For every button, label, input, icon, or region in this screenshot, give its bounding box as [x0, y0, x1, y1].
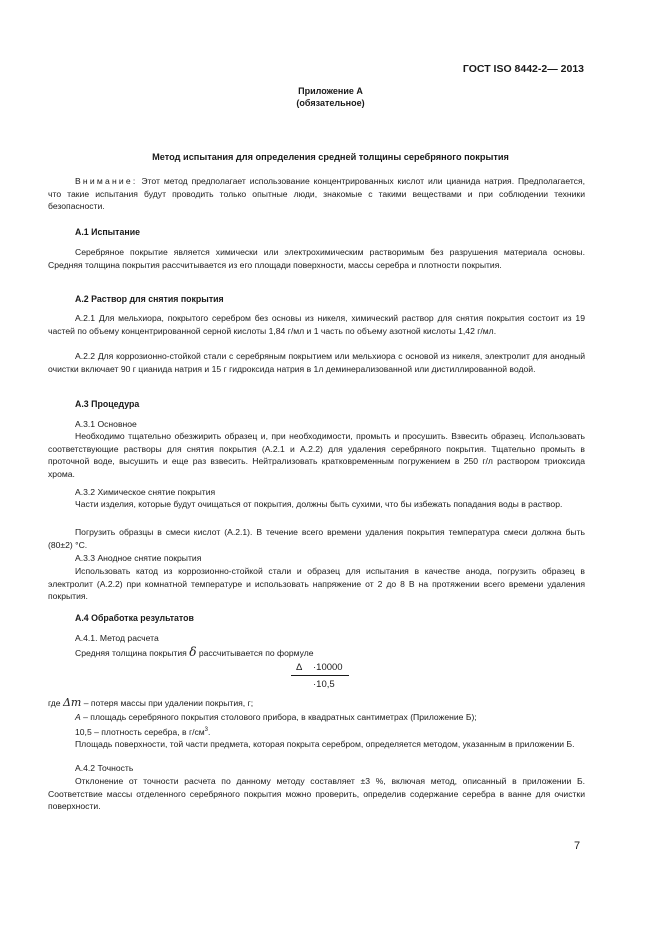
a3-1-subheading: А.3.1 Основное: [75, 419, 137, 429]
page-number: 7: [574, 840, 581, 852]
warning-word: Внимание:: [75, 176, 138, 186]
heading-a2: А.2 Раствор для снятия покрытия: [75, 294, 224, 304]
formula-denominator: ·10,5: [313, 679, 335, 690]
heading-a3: А.3 Процедура: [75, 399, 140, 409]
where-line-3: [48, 724, 585, 738]
a2-2-paragraph: А.2.2 Для коррозионно-стойкой стали с серебряным покрытием или мельхиора с основой из никеля, электролит для анодный очистки включает 90 г цианида натрия и 15 г гидроксида натрия в 1л деминерализованной или дистиллированной водой.: [48, 351, 585, 374]
where-line-1: [48, 697, 585, 710]
a1-paragraph: Серебряное покрытие является химически или электрохимическим растворимым без разрушения материала основы. Средняя толщина покрытия рассчитывается из его площади поверхности, массы серебра и плотности покрытия.: [48, 247, 585, 270]
a4-1-paragraph: [48, 646, 585, 660]
where-3-text: 10,5 – плотность серебра, в г/см: [75, 726, 205, 737]
formula-intro-end: рассчитывается по формуле: [198, 648, 314, 658]
where-2-text: – площадь серебряного покрытия столового прибора, в квадратных сантиметрах (Приложение Б);: [80, 712, 477, 722]
a2-1-paragraph: А.2.1 Для мельхиора, покрытого серебром без основы из никеля, химический раствор для снятия покрытия состоит из 19 частей по объему концентрированной серной кислоты 1,84 г/мл и 1 часть по объему азотной кислоты 1,42 г/мл.: [48, 313, 585, 336]
a3-3-paragraph: Использовать катод из коррозионно-стойкой стали и образец для испытания в качестве анода, погрузить образец в электролит (А.2.2) при комнатной температуре и использовать напряжение от 2 до 8 В на протяжении всего времени удаления покрытия.: [48, 566, 585, 602]
fraction-bar: [291, 675, 349, 676]
warning-text: Этот метод предполагает использование концентрированных кислот или цианида натрия. Предполагается, что такие испытания будут проводить только опытные люди, знакомые с такими веществами и при соблюдении техники безопасности.: [48, 176, 585, 212]
appendix-title: Приложение А: [298, 86, 363, 96]
where-1-text: – потеря массы при удалении покрытия, г;: [83, 698, 254, 708]
a3-2-paragraph: Части изделия, которые будут очищаться от покрытия, должны быть сухими, что бы избежать попадания воды в раствор.: [75, 499, 563, 509]
warning-paragraph: [48, 175, 585, 213]
a3-1-paragraph: Необходимо тщательно обезжирить образец и, при необходимости, промыть и просушить. Взвесить образец. Использовать соответствующие растворы для снятия покрытия (А.2.1 и А.2.2) для удаления серебряного покрытия. Тщательно промыть в проточной воде, высушить и еще раз взвесить. Нейтрализовать кратковременным погружением в 250 г/л раствором триоксида хрома.: [48, 431, 585, 479]
a4-2-paragraph: Отклонение от точности расчета по данному методу составляет ±3 %, включая метод, описанный в приложении Б. Соответствие массы отделенного серебряного покрытия можно проверить, определив содержание серебра в ванне для очистки поверхности.: [48, 776, 585, 812]
appendix-status: (обязательное): [296, 98, 365, 108]
heading-a4: А.4 Обработка результатов: [75, 613, 194, 623]
formula-delta: Δ: [296, 662, 303, 673]
heading-a1: А.1 Испытание: [75, 227, 140, 237]
mass-loss-symbol: Δm: [62, 696, 82, 709]
where-label: где: [48, 698, 61, 708]
document-title: Метод испытания для определения средней толщины серебряного покрытия: [152, 152, 509, 162]
a4-1-subheading: А.4.1. Метод расчета: [75, 633, 159, 643]
area-symbol: A: [75, 712, 81, 722]
where-line-2: [48, 711, 585, 724]
a3-2-paragraph-2: Погрузить образцы в смеси кислот (А.2.1). В течение всего времени удаления покрытия температура смеси должна быть (80±2) °С.: [48, 527, 585, 550]
area-paragraph: Площадь поверхности, той части предмета, которая покрыта серебром, определяется методом, указанным в приложении Б.: [75, 739, 575, 749]
thickness-symbol: δ: [189, 645, 197, 659]
formula-intro: Средняя толщина покрытия: [75, 648, 187, 658]
unit-exponent: 3: [204, 727, 209, 733]
where-3-end: .: [208, 726, 211, 737]
standard-number: ГОСТ ISO 8442-2— 2013: [462, 63, 584, 75]
a3-2-subheading: А.3.2 Химическое снятие покрытия: [75, 487, 216, 497]
a3-3-subheading: А.3.3 Анодное снятие покрытия: [75, 553, 202, 563]
a4-2-subheading: А.4.2 Точность: [75, 763, 134, 773]
formula-numerator: ·10000: [313, 662, 343, 673]
